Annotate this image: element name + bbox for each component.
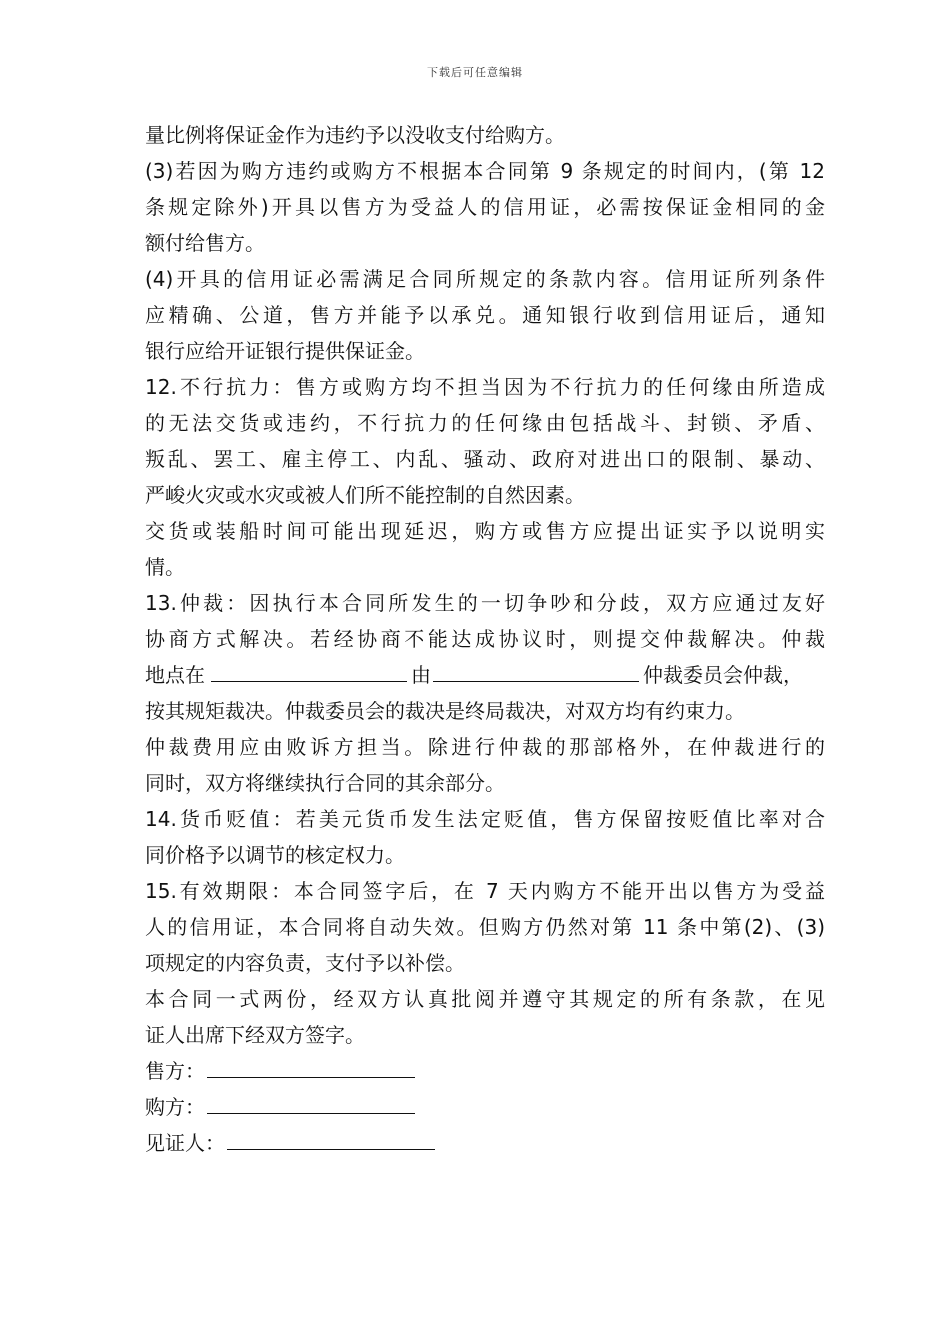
text-line: 应精确、公道，售方并能予以承兑。通知银行收到信用证后，通知 [145, 303, 825, 327]
text-line: 项规定的内容负责，支付予以补偿。 [145, 951, 465, 975]
witness-signature-blank[interactable] [227, 1131, 435, 1150]
text-line: 13.仲裁：因执行本合同所发生的一切争吵和分歧，双方应通过友好 [145, 591, 825, 615]
text-line: 量比例将保证金作为违约予以没收支付给购方。 [145, 123, 565, 147]
text-line: 12.不行抗力：售方或购方均不担当因为不行抗力的任何缘由所造成 [145, 375, 825, 399]
buyer-label: 购方： [145, 1095, 205, 1119]
text-line: 的无法交货或违约，不行抗力的任何缘由包括战斗、封锁、矛盾、 [145, 411, 825, 435]
text-line: 同时，双方将继续执行合同的其余部分。 [145, 771, 505, 795]
text-line: 协商方式解决。若经协商不能达成协议时，则提交仲裁解决。仲裁 [145, 627, 825, 651]
text-line: 严峻火灾或水灾或被人们所不能控制的自然因素。 [145, 483, 585, 507]
text-line: 证人出席下经双方签字。 [145, 1023, 365, 1047]
text-line: 仲裁费用应由败诉方担当。除进行仲裁的那部格外，在仲裁进行的 [145, 735, 825, 759]
arbitration-place-middle: 由 [411, 663, 431, 687]
arbitration-place-blank[interactable] [211, 663, 407, 682]
text-line: 叛乱、罢工、雇主停工、内乱、骚动、政府对进出口的限制、暴动、 [145, 447, 825, 471]
arbitration-place-suffix: 仲裁委员会仲裁， [643, 663, 803, 687]
page-header: 下载后可任意编辑 [427, 66, 523, 79]
seller-label: 售方： [145, 1059, 205, 1083]
signature-witness-line [145, 1125, 825, 1161]
text-line: (3)若因为购方违约或购方不根据本合同第 9 条规定的时间内，(第 12 [145, 159, 825, 183]
text-line: 按其规矩裁决。仲裁委员会的裁决是终局裁决，对双方均有约束力。 [145, 699, 745, 723]
arbitration-commission-blank[interactable] [433, 663, 639, 682]
text-line: 银行应给开证银行提供保证金。 [145, 339, 425, 363]
text-line: 额付给售方。 [145, 231, 265, 255]
document-body [145, 117, 825, 1161]
signature-seller-line [145, 1053, 825, 1089]
text-line: 人的信用证，本合同将自动失效。但购方仍然对第 11 条中第(2)、(3) [145, 915, 825, 939]
text-line: 本合同一式两份，经双方认真批阅并遵守其规定的所有条款，在见 [145, 987, 825, 1011]
text-line: 条规定除外)开具以售方为受益人的信用证，必需按保证金相同的金 [145, 195, 825, 219]
text-line: 同价格予以调节的核定权力。 [145, 843, 405, 867]
signature-buyer-line [145, 1089, 825, 1125]
text-line: 情。 [145, 555, 185, 579]
arbitration-place-prefix: 地点在 [145, 663, 205, 687]
witness-label: 见证人： [145, 1131, 225, 1155]
text-line: (4)开具的信用证必需满足合同所规定的条款内容。信用证所列条件 [145, 267, 825, 291]
text-line: 交货或装船时间可能出现延迟，购方或售方应提出证实予以说明实 [145, 519, 825, 543]
text-line: 15.有效期限：本合同签字后，在 7 天内购方不能开出以售方为受益 [145, 879, 825, 903]
arbitration-place-line [145, 657, 825, 693]
text-line: 14.货币贬值：若美元货币发生法定贬值，售方保留按贬值比率对合 [145, 807, 825, 831]
seller-signature-blank[interactable] [207, 1059, 415, 1078]
buyer-signature-blank[interactable] [207, 1095, 415, 1114]
